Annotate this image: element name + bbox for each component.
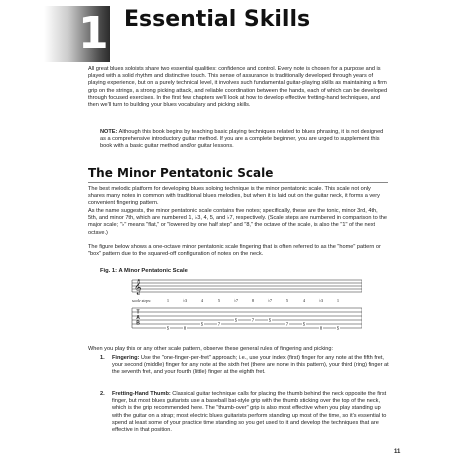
list-item-number: 1. xyxy=(100,355,105,361)
note-text: Although this book begins by teaching basic playing techniques related to blues phrasing, it is not designed as a comprehensive introductory guitar method. If you are a complete beginner, you are urged to supplement this book with a basic guitar method and/or guitar lessons. xyxy=(100,129,384,150)
figure-caption: Fig. 1: A Minor Pentatonic Scale xyxy=(100,268,188,274)
list-item-text: Use the "one-finger-per-fret" approach; i.e., use your index (first) finger for any note at the fifth fret, your second (middle) finger for any note at the sixth fret (there are none in this pattern), your third (ring) finger at the seventh fret, and your fourth (little) finger at the eighth fret. xyxy=(112,355,389,376)
treble-clef-icon: 𝄞 xyxy=(134,280,142,295)
tab-fret-number: 7 xyxy=(285,321,289,327)
scale-steps-label: scale steps: xyxy=(132,298,152,303)
tab-fret-number: 5 xyxy=(200,321,204,327)
note-label: NOTE: xyxy=(100,129,118,135)
tab-clef-letter: B xyxy=(136,320,140,327)
scale-step: ♭7 xyxy=(267,298,273,303)
tab-fret-number: 8 xyxy=(183,325,187,331)
list-item-fretting-hand-thumb xyxy=(100,391,390,434)
tab-fret-number: 5 xyxy=(336,325,340,331)
section-title: The Minor Pentatonic Scale xyxy=(88,166,274,180)
scale-notation-figure xyxy=(122,278,362,334)
scale-step: 1 xyxy=(166,298,170,303)
list-item-label: Fingering: xyxy=(112,355,140,361)
list-item-text: Classical guitar technique calls for placing the thumb behind the neck opposite the first finger, but most blues guitarists use a baseball bat-style grip with the thumb sticking over the top of the neck, which is the grip recommended here. The "thumb-over" grip is also most effective when you play standing up with the guitar on a strap; most electric blues guitarists perform standing up most of the time, so it's essential to spend at least some of your practice time standing so you get used to it and develop the techniques that are effective in that position. xyxy=(112,391,387,434)
scale-step: 5 xyxy=(217,298,221,303)
section-paragraph-3: The figure below shows a one-octave minor pentatonic scale fingering that is often referred to as the "home" pattern or "box" pattern due to the squared-off configuration of notes on the neck. xyxy=(88,244,381,258)
scale-step: 5 xyxy=(285,298,289,303)
scale-step: 1 xyxy=(336,298,340,303)
tab-clef-letter: A xyxy=(136,315,140,321)
practice-intro: When you play this or any other scale pattern, observe these general rules of fingering and picking: xyxy=(88,346,334,352)
tab-fret-number: 7 xyxy=(251,317,255,323)
scale-step: ♭3 xyxy=(182,298,188,303)
section-paragraph-2: As the name suggests, the minor pentatonic scale contains five notes; specifically, these are the tonic, minor 3rd, 4th, 5th, and minor 7th, which are numbered 1, ♭3, 4, 5, and ♭7, respectively. (Scale steps are numbered in comparison to the major scale; "♭" means "flat," or "lowered by one half step" and "8," the octave of the scale, is also the "1" of the next octave.) xyxy=(88,208,388,236)
scale-step: ♭7 xyxy=(233,298,239,303)
chapter-number: 1 xyxy=(78,8,109,59)
tab-fret-number: 5 xyxy=(234,317,238,323)
tab-fret-number: 8 xyxy=(319,325,323,331)
tab-clef-letter: T xyxy=(136,309,140,316)
scale-step-labels xyxy=(167,298,339,303)
tab-fret-number: 5 xyxy=(268,317,272,323)
list-item-number: 2. xyxy=(100,391,105,397)
section-divider xyxy=(88,182,388,183)
tab-fret-number: 5 xyxy=(302,321,306,327)
tab-fret-number: 7 xyxy=(217,321,221,327)
scale-step: 4 xyxy=(200,298,204,303)
note-paragraph xyxy=(100,129,390,151)
chapter-title: Essential Skills xyxy=(124,7,311,32)
scale-step: 4 xyxy=(302,298,306,303)
tab-fret-number: 5 xyxy=(166,325,170,331)
treble-staff xyxy=(132,280,362,292)
intro-paragraph: All great blues soloists share two essential qualities: confidence and control. Every note is chosen for a purpose and is played with a solid rhythm and distinctive touch. This sense of assurance is traditionally developed through years of playing experience, but on a purely technical level, it involves such fundamental guitar-playing skills as maintaining a firm grip on the strings, a strong picking attack, and reliable coordination between the hands, each of which can be developed through focused exercises. In the first few chapters we'll look at how to develop effective fretting-hand techniques, and then we'll turn to building your blues vocabulary and picking skills. xyxy=(88,66,388,109)
list-item-fingering xyxy=(100,355,390,377)
section-paragraph-1: The best melodic platform for developing blues soloing technique is the minor pentatonic scale. This scale not only shares many notes in common with traditional blues melodies, but when it is laid out on the guitar neck, it forms a very convenient fingering pattern. xyxy=(88,186,380,207)
scale-step: 8 xyxy=(251,298,255,303)
list-item-label: Fretting-Hand Thumb: xyxy=(112,391,171,397)
scale-step: ♭3 xyxy=(318,298,324,303)
page-number: 11 xyxy=(394,449,401,455)
